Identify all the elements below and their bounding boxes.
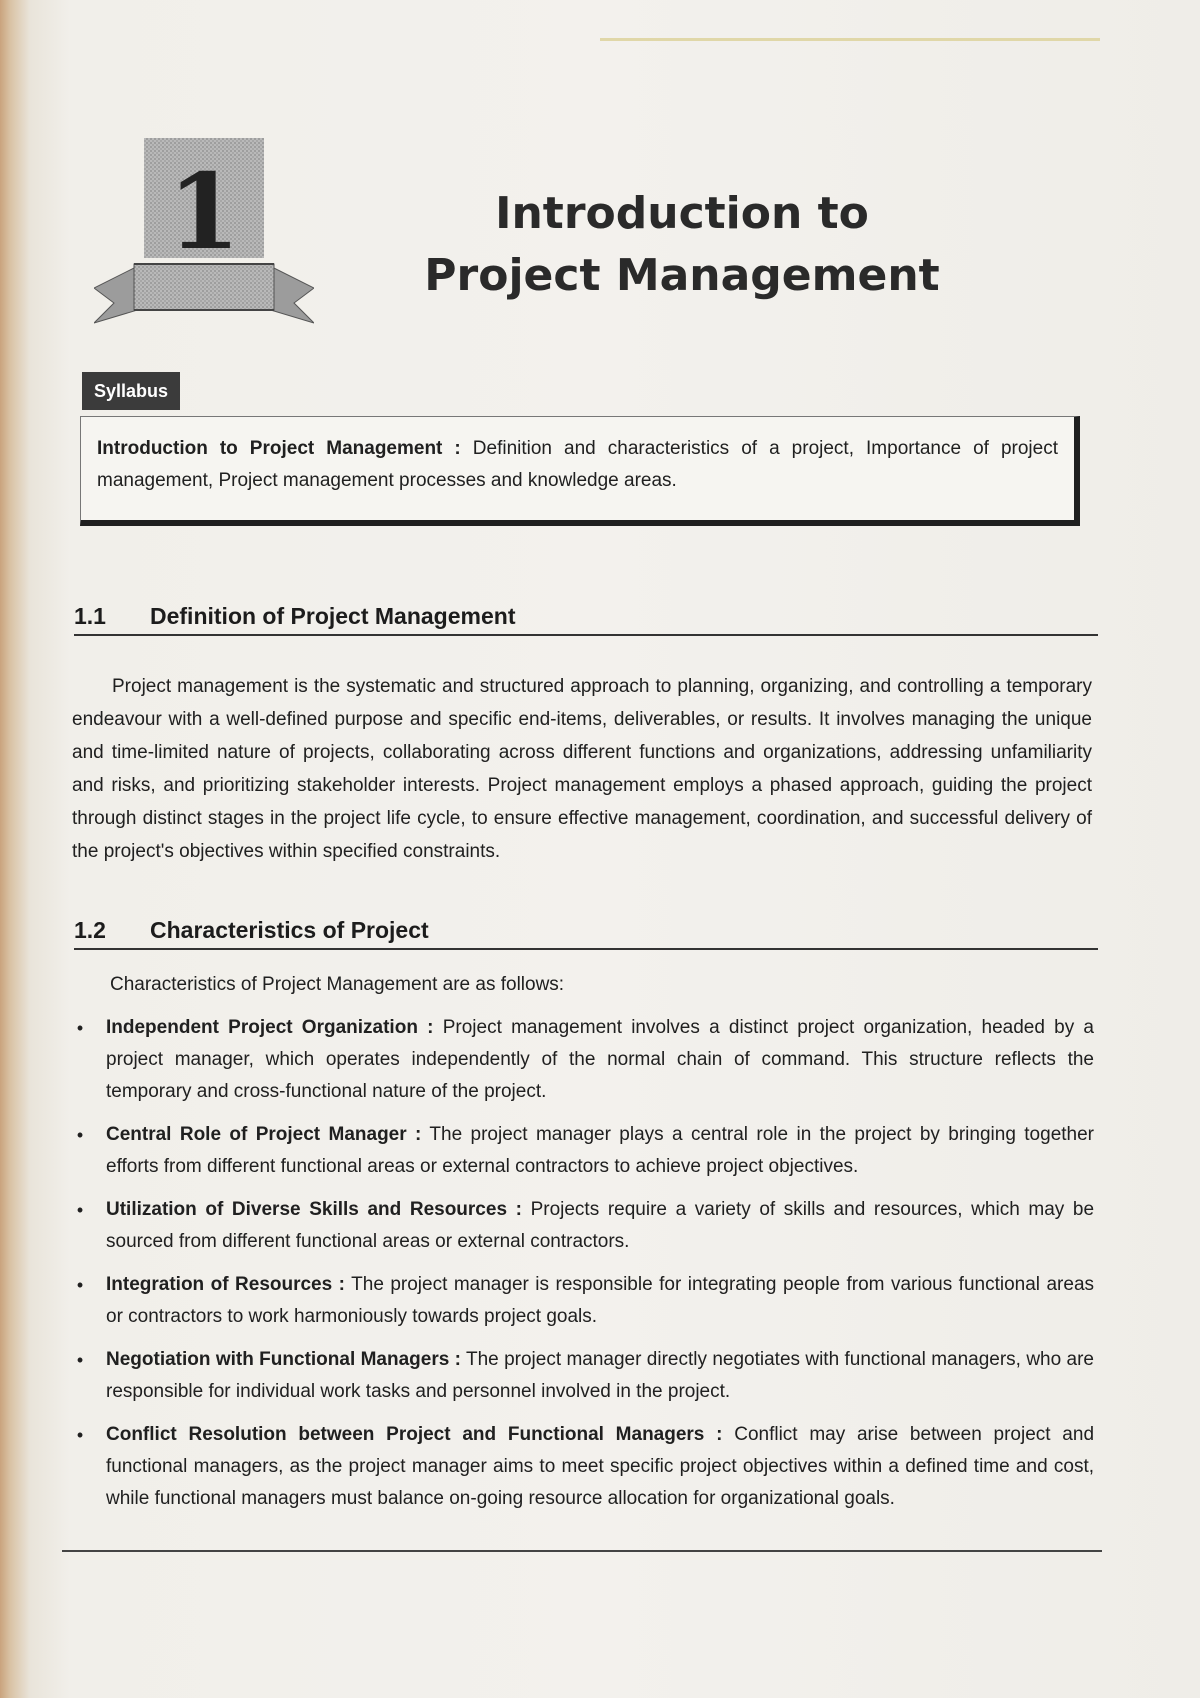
syllabus-box: [80, 416, 1080, 526]
characteristics-list: [70, 1012, 1094, 1526]
section-number: 1.1: [74, 603, 106, 629]
list-item: [70, 1194, 1094, 1258]
chapter-title-line-2: Project Management: [424, 250, 940, 301]
chapter-number: 1: [167, 150, 241, 273]
syllabus-lead: Introduction to Project Management :: [97, 438, 461, 459]
list-item: [70, 1269, 1094, 1333]
bullet-icon: •: [76, 1425, 84, 1445]
item-term: Independent Project Organization :: [106, 1017, 434, 1038]
item-text: The project manager is responsible for integrating people from various functional areas or contractors to work harmoniously towards project goals.: [106, 1274, 1095, 1327]
page-top-edge: [600, 38, 1100, 41]
chapter-number-badge: [94, 138, 314, 328]
item-term: Utilization of Diverse Skills and Resources :: [106, 1199, 522, 1220]
characteristics-intro: Characteristics of Project Management are as follows:: [110, 974, 565, 995]
bullet-icon: •: [76, 1018, 84, 1038]
definition-paragraph: Project management is the systematic and structured approach to planning, organizing, and controlling a temporary endeavour with a well-defined purpose and specific end-items, deliverables, or results. It involves managing the unique and time-limited nature of projects, collaborating across different functions and organizations, addressing unfamiliarity and risks, and prioritizing stakeholder interests. Project management employs a phased approach, guiding the project through distinct stages in the project life cycle, to ensure effective management, coordination, and successful delivery of the project's objectives within specified constraints.: [72, 676, 1092, 862]
syllabus-text: Definition and characteristics of a project, Importance of project management, Project management processes and knowledge areas.: [97, 438, 1059, 491]
section-title: Characteristics of Project: [150, 917, 429, 943]
section-heading-1-1: [74, 598, 1098, 636]
item-text: The project manager directly negotiates with functional managers, who are responsible for individual work tasks and personnel involved in the project.: [106, 1349, 1094, 1402]
item-term: Negotiation with Functional Managers :: [106, 1349, 461, 1370]
item-term: Conflict Resolution between Project and Functional Managers :: [106, 1424, 723, 1445]
section-heading-1-2: [74, 912, 1098, 950]
bullet-icon: •: [76, 1275, 84, 1295]
item-text: The project manager plays a central role in the project by bringing together efforts from different functional areas or external contractors to achieve project objectives.: [106, 1124, 1094, 1177]
bottom-divider: [62, 1550, 1102, 1552]
list-item: [70, 1344, 1094, 1408]
item-term: Central Role of Project Manager :: [106, 1124, 422, 1145]
section-title: Definition of Project Management: [150, 603, 516, 629]
chapter-title-line-1: Introduction to: [495, 188, 869, 239]
list-item: [70, 1119, 1094, 1183]
chapter-title: [412, 183, 952, 307]
list-item: [70, 1012, 1094, 1108]
bullet-icon: •: [76, 1200, 84, 1220]
item-text: Project management involves a distinct project organization, headed by a project manager, which operates independently of the normal chain of command. This structure reflects the temporary and cross-functional nature of the project.: [106, 1017, 1095, 1102]
item-text: Projects require a variety of skills and resources, which may be sourced from different functional areas or external contractors.: [106, 1199, 1095, 1252]
item-term: Integration of Resources :: [106, 1274, 345, 1295]
bullet-icon: •: [76, 1125, 84, 1145]
syllabus-tag: Syllabus: [82, 372, 180, 410]
bullet-icon: •: [76, 1350, 84, 1370]
list-item: [70, 1419, 1094, 1515]
section-number: 1.2: [74, 917, 106, 943]
item-text: Conflict may arise between project and functional managers, as the project manager aims to meet specific project objectives within a defined time and cost, while functional managers must balance on-going resource allocation for organizational goals.: [106, 1424, 1095, 1509]
